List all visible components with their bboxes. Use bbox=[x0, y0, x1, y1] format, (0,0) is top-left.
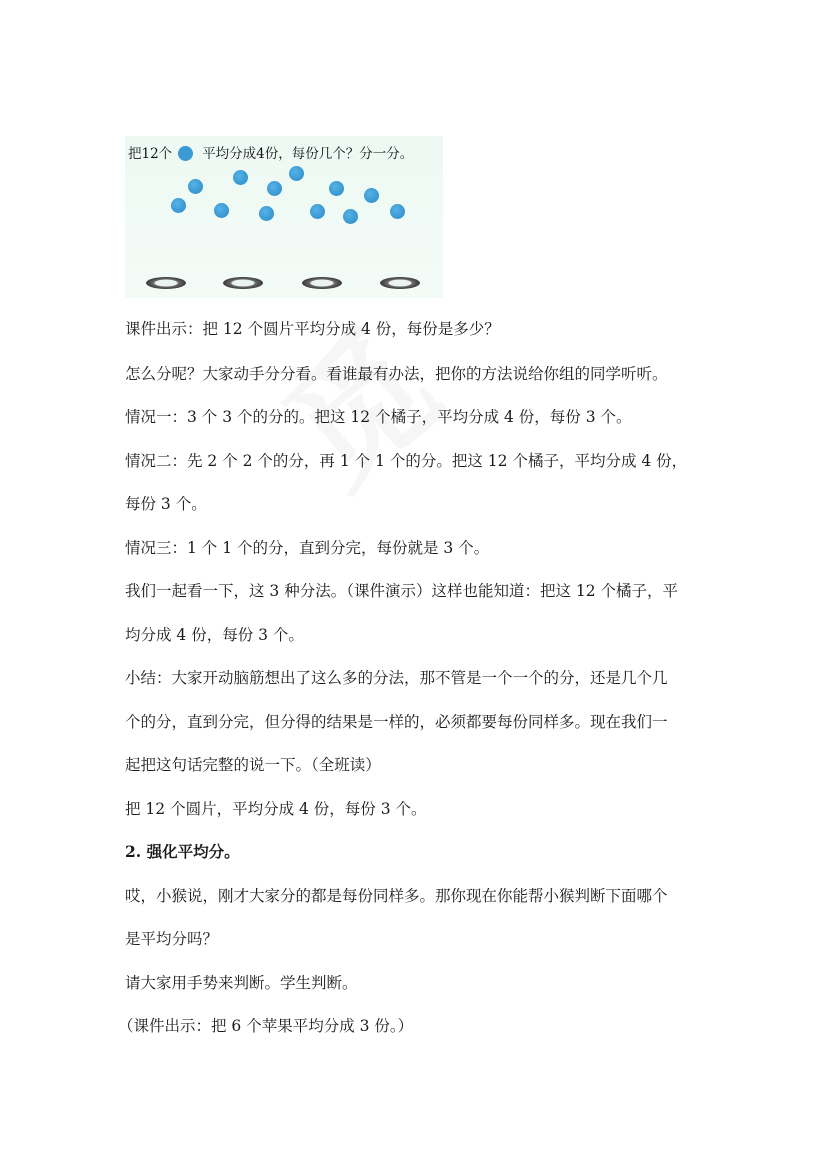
paragraph: 情况一：3 个 3 个的分的。把这 12 个橘子，平均分成 4 份，每份 3 个。 bbox=[125, 408, 632, 426]
disc-icon bbox=[178, 146, 193, 161]
disc bbox=[233, 170, 248, 185]
plate bbox=[146, 277, 186, 289]
disc bbox=[310, 204, 325, 219]
paragraph: 我们一起看一下，这 3 种分法。（课件演示）这样也能知道：把这 12 个橘子，平 bbox=[125, 582, 679, 600]
paragraph: 小结：大家开动脑筋想出了这么多的分法，那不管是一个一个的分，还是几个几 bbox=[125, 669, 668, 687]
caption-prefix: 把12个 bbox=[128, 146, 173, 162]
paragraph: 课件出示：把 12 个圆片平均分成 4 份，每份是多少？ bbox=[125, 320, 500, 338]
section-heading: 2. 强化平均分。 bbox=[125, 842, 240, 861]
plate bbox=[380, 277, 420, 289]
courseware-figure bbox=[125, 136, 443, 298]
paragraph: 情况三：1 个 1 个的分，直到分完，每份就是 3 个。 bbox=[125, 539, 490, 557]
disc bbox=[188, 179, 203, 194]
plate bbox=[223, 277, 263, 289]
disc bbox=[390, 204, 405, 219]
paragraph: 把 12 个圆片，平均分成 4 份，每份 3 个。 bbox=[125, 800, 427, 818]
paragraph: （课件出示：把 6 个苹果平均分成 3 份。） bbox=[118, 1017, 414, 1035]
disc bbox=[364, 188, 379, 203]
disc bbox=[329, 181, 344, 196]
paragraph: 怎么分呢？大家动手分分看。看谁最有办法，把你的方法说给你组的同学听听。 bbox=[125, 365, 668, 383]
disc bbox=[343, 209, 358, 224]
paragraph: 哎，小猴说，刚才大家分的都是每份同样多。那你现在你能帮小猴判断下面哪个 bbox=[125, 887, 668, 905]
paragraph: 请大家用手势来判断。学生判断。 bbox=[125, 974, 358, 992]
disc bbox=[259, 206, 274, 221]
paragraph: 情况二：先 2 个 2 个的分，再 1 个 1 个的分。把这 12 个橘子，平均分成 4 份， bbox=[125, 452, 688, 470]
paragraph: 个的分，直到分完，但分得的结果是一样的，必须都要每份同样多。现在我们一 bbox=[125, 713, 668, 731]
paragraph: 每份 3 个。 bbox=[125, 495, 207, 513]
disc bbox=[171, 198, 186, 213]
paragraph: 均分成 4 份，每份 3 个。 bbox=[125, 626, 304, 644]
disc bbox=[214, 203, 229, 218]
paragraph: 是平均分吗？ bbox=[125, 930, 219, 948]
paragraph: 起把这句话完整的说一下。（全班读） bbox=[125, 756, 381, 774]
disc bbox=[289, 166, 304, 181]
plate bbox=[302, 277, 342, 289]
figure-caption bbox=[128, 142, 413, 162]
disc bbox=[267, 181, 282, 196]
caption-suffix: 平均分成4份，每份几个？分一分。 bbox=[202, 146, 414, 162]
watermark bbox=[237, 279, 473, 523]
